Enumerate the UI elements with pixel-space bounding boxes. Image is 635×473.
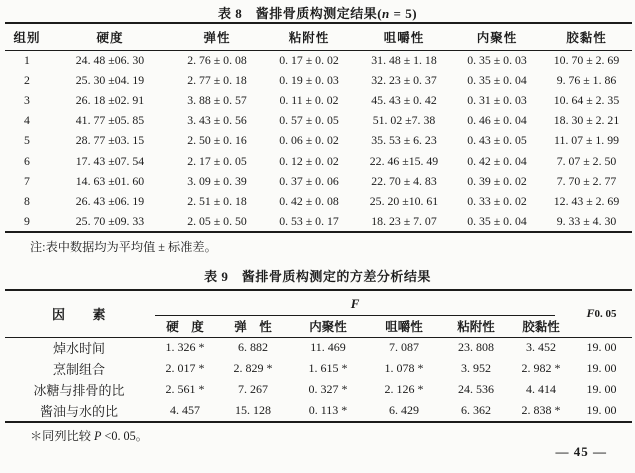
table8-col-adhesiveness: 粘附性 xyxy=(288,30,330,45)
table8-col-chewiness: 咀嚼性 xyxy=(383,30,425,45)
table-cell: 6. 882 xyxy=(238,340,268,355)
table-cell: 1 xyxy=(24,52,30,67)
table8-col-springiness: 弹性 xyxy=(203,30,231,45)
table-cell: 18. 23 ± 7. 07 xyxy=(371,213,437,228)
table-row xyxy=(5,401,632,422)
table-cell: 11. 07 ± 1. 99 xyxy=(553,133,620,148)
table-cell: 0. 39 ± 0. 02 xyxy=(467,173,527,188)
table-cell: 14. 63 ±01. 60 xyxy=(75,173,145,188)
table-cell: 7. 70 ± 2. 77 xyxy=(556,173,617,188)
factor-cell: 烹制组合 xyxy=(52,362,105,378)
f005-base: F xyxy=(586,306,595,321)
table-cell: 0. 19 ± 0. 03 xyxy=(279,72,339,87)
table-cell: 26. 18 ±02. 91 xyxy=(75,92,145,107)
table-cell: 3. 952 xyxy=(461,361,491,376)
table-cell: 2. 05 ± 0. 50 xyxy=(187,213,247,228)
table-cell: 23. 808 xyxy=(458,340,494,355)
table8-caption-suffix: = 5) xyxy=(389,6,418,21)
table-cell: 0. 42 ± 0. 04 xyxy=(467,153,527,168)
factor-cell: 焯水时间 xyxy=(52,341,105,357)
table8-caption-text: 表 8 酱排骨质构测定结果( xyxy=(217,6,383,21)
table9-col-factor: 因 素 xyxy=(51,307,106,323)
table-cell: 6 xyxy=(24,153,30,168)
table-cell: 19. 00 xyxy=(586,361,617,376)
table-row xyxy=(5,337,632,358)
table9-sub-chewiness: 咀嚼性 xyxy=(385,320,423,335)
table-cell: 7. 07 ± 2. 50 xyxy=(556,153,617,168)
texture-results-table xyxy=(5,22,632,233)
table-cell: 7. 087 xyxy=(389,340,419,355)
table9-note-suffix: <0. 05。 xyxy=(101,429,148,443)
table9-header-row-1 xyxy=(5,290,632,316)
table-cell: 24. 48 ±06. 30 xyxy=(75,52,145,67)
table-cell: 7. 267 xyxy=(238,382,268,397)
table-cell: 1. 078 * xyxy=(384,361,424,376)
table-cell: 0. 37 ± 0. 06 xyxy=(279,173,339,188)
table9-col-f005 xyxy=(571,290,632,337)
table-cell: 0. 06 ± 0. 02 xyxy=(279,133,339,148)
table-cell: 32. 23 ± 0. 37 xyxy=(371,72,437,87)
table-cell: 22. 46 ±15. 49 xyxy=(369,153,439,168)
table-cell: 35. 53 ± 6. 23 xyxy=(371,133,437,148)
table-cell: 7 xyxy=(24,173,30,188)
table-row xyxy=(5,358,632,379)
table-cell: 9. 33 ± 4. 30 xyxy=(556,213,617,228)
table-cell: 0. 35 ± 0. 03 xyxy=(467,52,527,67)
table-row xyxy=(5,191,632,211)
table-cell: 0. 43 ± 0. 05 xyxy=(467,133,527,148)
table-cell: 25. 30 ±04. 19 xyxy=(75,72,145,87)
table-cell: 9. 76 ± 1. 86 xyxy=(556,72,617,87)
table-cell: 9 xyxy=(24,213,30,228)
table-cell: 2. 561 * xyxy=(165,382,205,397)
table-cell: 24. 536 xyxy=(458,382,494,397)
table-cell: 0. 17 ± 0. 02 xyxy=(279,52,339,67)
table9-caption: 表 9 酱排骨质构测定的方差分析结果 xyxy=(204,269,431,284)
table8-col-cohesiveness: 内聚性 xyxy=(476,30,518,45)
table-cell: 45. 43 ± 0. 42 xyxy=(371,92,437,107)
table9-note-prefix: ＊同列比较 xyxy=(30,429,94,443)
table-cell: 2. 76 ± 0. 08 xyxy=(187,52,247,67)
table-cell: 0. 57 ± 0. 05 xyxy=(279,113,339,128)
table-cell: 28. 77 ±03. 15 xyxy=(75,133,145,148)
table-cell: 31. 48 ± 1. 18 xyxy=(371,52,437,67)
table9-sub-hardness: 硬 度 xyxy=(166,320,204,335)
table-cell: 0. 113 * xyxy=(308,403,348,418)
table-cell: 17. 43 ±07. 54 xyxy=(75,153,145,168)
table-cell: 0. 11 ± 0. 02 xyxy=(279,92,339,107)
table-cell: 2 xyxy=(24,72,30,87)
table-cell: 26. 43 ±06. 19 xyxy=(75,193,145,208)
table9-sub-springiness: 弹 性 xyxy=(234,320,272,335)
f-statistic-label: F xyxy=(155,292,555,316)
factor-cell: 冰糖与排骨的比 xyxy=(33,383,125,399)
table-cell: 3. 09 ± 0. 39 xyxy=(187,173,247,188)
table-row xyxy=(5,212,632,232)
f005-sub: 0. 05 xyxy=(594,308,617,321)
table-row xyxy=(5,379,632,400)
table8-caption-n: n xyxy=(382,6,390,21)
table8-col-hardness: 硬度 xyxy=(96,30,124,45)
table-cell: 2. 50 ± 0. 16 xyxy=(187,133,247,148)
table9-sub-cohesiveness: 内聚性 xyxy=(309,320,347,335)
table-cell: 0. 35 ± 0. 04 xyxy=(467,213,527,228)
table-cell: 6. 429 xyxy=(389,403,419,418)
table9-note xyxy=(30,427,148,444)
table-row xyxy=(5,70,632,90)
table-cell: 3. 452 xyxy=(526,340,557,355)
table-cell: 0. 12 ± 0. 02 xyxy=(279,153,339,168)
table-row xyxy=(5,50,632,70)
table-cell: 0. 42 ± 0. 08 xyxy=(279,193,339,208)
table-row xyxy=(5,151,632,171)
table-cell: 2. 51 ± 0. 18 xyxy=(187,193,247,208)
table-cell: 15. 128 xyxy=(235,403,271,418)
table-cell: 2. 17 ± 0. 05 xyxy=(187,153,247,168)
table9-sub-adhesiveness: 粘附性 xyxy=(457,320,495,335)
table9-note-p: P xyxy=(93,429,102,443)
table-row xyxy=(5,171,632,191)
anova-table xyxy=(5,289,632,423)
table8-col-group: 组别 xyxy=(13,30,41,45)
factor-cell: 酱油与水的比 xyxy=(39,404,118,420)
table-cell: 19. 00 xyxy=(586,382,617,397)
table-cell: 1. 326 * xyxy=(165,340,205,355)
table8-col-gumminess: 胶黏性 xyxy=(566,30,607,45)
table-cell: 0. 53 ± 0. 17 xyxy=(279,213,339,228)
table-row xyxy=(5,111,632,131)
table-cell: 11. 469 xyxy=(310,340,346,355)
table-cell: 4 xyxy=(24,113,30,128)
table-cell: 41. 77 ±05. 85 xyxy=(75,113,145,128)
table8-caption xyxy=(0,3,635,22)
table-cell: 19. 00 xyxy=(586,340,617,355)
table-row xyxy=(5,131,632,151)
table-cell: 2. 838 * xyxy=(521,403,561,418)
table-cell: 1. 615 * xyxy=(308,361,348,376)
table-cell: 6. 362 xyxy=(461,403,491,418)
table-cell: 0. 327 * xyxy=(308,382,348,397)
table-cell: 51. 02 ±7. 38 xyxy=(372,113,436,128)
table-cell: 2. 77 ± 0. 18 xyxy=(187,72,247,87)
table8-note: 注:表中数据均为平均值 ± 标准差。 xyxy=(30,240,217,254)
table-cell: 0. 35 ± 0. 04 xyxy=(467,72,527,87)
table9-sub-gumminess: 胶黏性 xyxy=(522,320,560,335)
table-cell: 0. 33 ± 0. 02 xyxy=(467,193,527,208)
table8-header-row xyxy=(5,23,632,50)
page-number: — 45 — xyxy=(555,444,607,459)
table-cell: 8 xyxy=(24,193,30,208)
table-cell: 18. 30 ± 2. 21 xyxy=(553,113,620,128)
table-cell: 22. 70 ± 4. 83 xyxy=(371,173,437,188)
table-cell: 2. 017 * xyxy=(165,361,205,376)
table9-col-f-group xyxy=(153,290,571,316)
table-cell: 4. 457 xyxy=(170,403,200,418)
table-cell: 0. 31 ± 0. 03 xyxy=(467,92,527,107)
table-cell: 5 xyxy=(24,133,30,148)
table-cell: 2. 982 * xyxy=(521,361,561,376)
table-cell: 10. 64 ± 2. 35 xyxy=(553,92,620,107)
table-cell: 2. 126 * xyxy=(384,382,424,397)
table-cell: 25. 20 ±10. 61 xyxy=(369,193,439,208)
table-cell: 0. 46 ± 0. 04 xyxy=(467,113,527,128)
table-cell: 25. 70 ±09. 33 xyxy=(75,213,145,228)
table-cell: 4. 414 xyxy=(526,382,557,397)
table-cell: 3. 88 ± 0. 57 xyxy=(187,92,247,107)
table-cell: 2. 829 * xyxy=(233,361,273,376)
table-cell: 12. 43 ± 2. 69 xyxy=(553,193,620,208)
table-cell: 3. 43 ± 0. 56 xyxy=(187,113,247,128)
table-row xyxy=(5,90,632,110)
table-cell: 3 xyxy=(24,92,30,107)
table-cell: 19. 00 xyxy=(586,403,617,418)
table-cell: 10. 70 ± 2. 69 xyxy=(553,52,620,67)
